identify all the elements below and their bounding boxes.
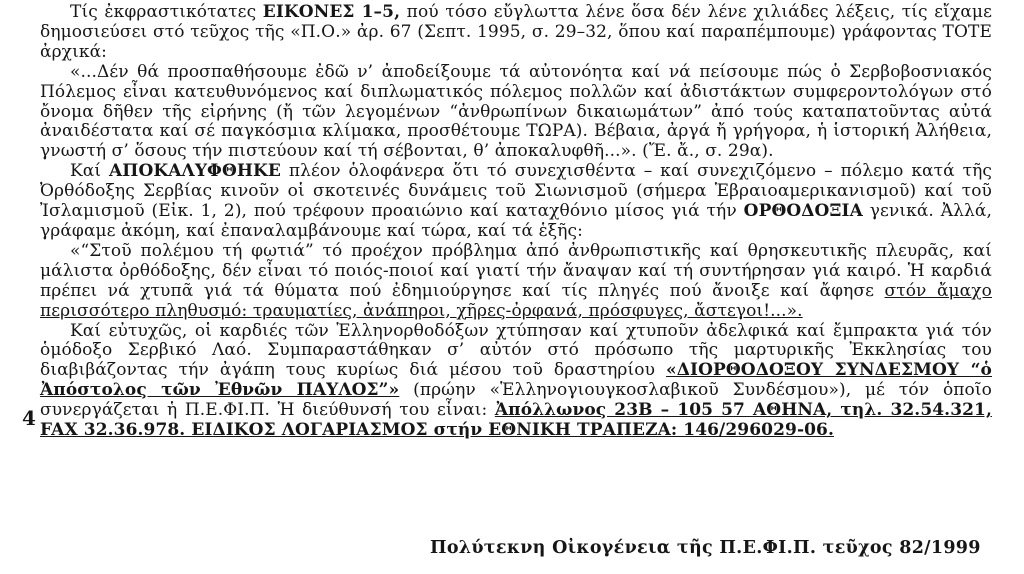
text-segment: Ἀπόλλωνος 23Β – 105 57 ΑΘΗΝΑ, τηλ. 32.54.321, FAX 32.36.978. ΕΙΔΙΚΟΣ ΛΟΓΑΡΙΑΣΜΟΣ στήν ΕΘΝΙΚΗ ΤΡΑΠΕΖΑ: 146/296029-06. <box>40 400 993 441</box>
text-segment: Καί εὐτυχῶς, οἱ καρδιές τῶν Ἑλληνορθοδόξων χτύπησαν καί χτυποῦν ἀδελφικά καί ἔμπρακτα γιά τόν ὁμόδοξο Σερβικό Λαό. Συμπαραστάθηκαν σ’ αὐτόν στό πρόσωπο τῆς μαρτυρικῆς Ἐκκλησίας του διαβιβάζοντας τήν ἀγάπη τους κυρίως διά μέσου τοῦ δραστηρίου <box>40 320 992 381</box>
text-segment: (πρώην «Ἑλληνογιουγκοσλαβικοῦ Συνδέσμου»), μέ τόν ὁποῖο συνεργάζεται ἡ Π.Ε.ΦΙ.Π. Ἡ διεύθυνσή του εἶναι: <box>40 380 992 421</box>
text-segment: ΟΡΘΟΔΟΞΙΑ <box>743 201 863 222</box>
text-segment: «...Δέν θά προσπαθήσουμε ἐδῶ ν’ ἀποδείξουμε τά αὐτονόητα καί νά πείσουμε πώς ὁ Σερβοβοσνιακός Πόλεμος εἶναι κατευθυνόμενος καί διπλωματικός πόλεμος πολλῶν καί ἀδιστάκτων συμφεροντολόγων στό ὄνομα δῆθεν τῆς εἰρήνης (ἤ τῶν λεγομένων “ἀνθρωπίνων δικαιωμάτων” ἀπό τούς καταπατοῦντας αὐτά ἀναιδέστατα καί σέ παγκόσμια κλίμακα, προσθέτουμε ΤΩΡΑ). Βέβαια, ἀργά ἤ γρήγορα, ἡ ἱστορική Ἀλήθεια, γνωστή σ’ ὅσους τήν πιστεύουν καί τή σέβονται, θ’ ἀποκαλυφθῆ...». (Ἔ. ἄ., σ. 29α). <box>40 61 992 162</box>
text-segment: γενικά. Ἀλλά, γράφαμε ἀκόμη, καί ἐπαναλαμβάνουμε καί τώρα, καί τά ἑξῆς: <box>40 201 992 241</box>
paragraph <box>40 162 992 242</box>
text-segment: «ΔΙΟΡΘΟΔΟΞΟΥ ΣΥΝΔΕΣΜΟΥ “ὁ Ἀπόστολος τῶν Ἐθνῶν ΠΑΥΛΟΣ”» <box>40 360 992 401</box>
text-segment: ΑΠΟΚΑΛΥΦΘΗΚΕ <box>109 161 281 182</box>
text-segment: στόν ἄμαχο περισσότερο πληθυσμό: τραυματίες, ἀνάπηροι, χῆρες-ὀρφανά, πρόσφυγες, ἄστεγοι!...». <box>40 280 992 321</box>
paragraph <box>40 3 992 63</box>
paragraph <box>40 63 992 163</box>
page-number: 4 <box>22 406 36 430</box>
text-segment: Τίς ἐκφραστικότατες <box>70 2 263 22</box>
paragraph <box>40 322 992 441</box>
text-segment: πλέον ὁλοφάνερα ὅτι τό συνεχισθέντα – καί συνεχιζόμενο – πόλεμο κατά τῆς Ὀρθόδοξης Σερβίας κινοῦν οἱ σκοτεινές δυνάμεις τοῦ Σιωνισμοῦ (σήμερα Ἑβραιοαμερικανισμοῦ) καί τοῦ Ἰσλαμισμοῦ (Εἰκ. 1, 2), πού τρέφουν προαιώνιο καί καταχθόνιο μίσος γιά τήν <box>40 161 992 222</box>
text-segment: Καί <box>70 161 110 182</box>
document-body <box>40 3 992 441</box>
footer-caption: Πολύτεκνη Οἰκογένεια τῆς Π.Ε.ΦΙ.Π. τεῦχος 82/1999 <box>430 538 981 558</box>
text-segment: πού τόσο εὔγλωττα λένε ὅσα δέν λένε χιλιάδες λέξεις, τίς εἴχαμε δημοσιεύσει στό τεῦχος τῆς «Π.Ο.» ἀρ. 67 (Σεπτ. 1995, σ. 29–32, ὅπου καί παραπέμπουμε) γράφοντας ΤΟΤΕ ἀρχικά: <box>40 2 992 62</box>
text-segment: ΕΙΚΟΝΕΣ 1–5, <box>262 2 401 22</box>
paragraph <box>40 242 992 322</box>
text-segment: «“Στοῦ πολέμου τή φωτιά” τό προέχον πρόβλημα ἀπό ἀνθρωπιστικῆς καί θρησκευτικῆς πλευρᾶς, καί μάλιστα ὀρθόδοξης, δέν εἶναι τό ποιός-ποιοί καί γιατί τήν ἄναψαν καί τή συντήρησαν γιά καιρό. Ἡ καρδιά πρέπει νά χτυπᾶ γιά τά θύματα πού ἐδημιούργησε καί τίς πληγές πού ἄνοιξε καί ἄφησε <box>40 240 992 301</box>
